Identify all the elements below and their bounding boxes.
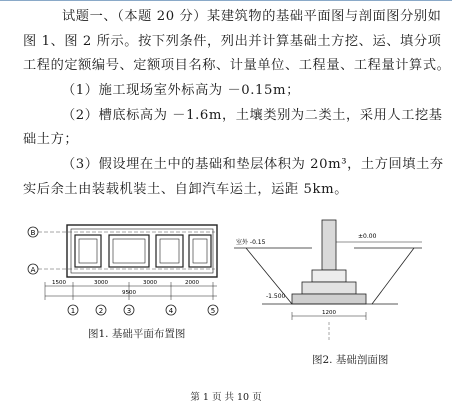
condition-3a: （3）假设埋在土中的基础和垫层体积为 20m³，土方回填土夯 [62, 157, 444, 172]
axis-num-2: 2 [98, 307, 104, 315]
axis-num-4: 4 [168, 307, 174, 315]
problem-line-3: 工程的定额编号、定额项目名称、计量单位、工程量、工程量计算式。 [23, 58, 451, 73]
dim-4: 2000 [185, 280, 199, 286]
condition-1: （1）施工现场室外标高为 －0.15m； [62, 83, 300, 98]
footing [302, 282, 356, 294]
dim-2: 3000 [94, 280, 108, 286]
condition-3b: 实后余土由装载机装土、自卸汽车运土，运距 5km。 [23, 182, 349, 197]
room-4 [189, 235, 211, 267]
axis-num-5: 5 [210, 307, 216, 315]
problem-title: 试题一、（本题 20 分）某建筑物的基础平面图与剖面图分别如 [62, 9, 442, 24]
dim-1: 1500 [52, 280, 66, 286]
figure-2-caption: 图2. 基础剖面图 [312, 354, 389, 366]
axis-label-a: A [30, 266, 36, 274]
figure-1-caption: 图1. 基础平面布置图 [88, 328, 186, 340]
foundation-section-figure [232, 218, 428, 350]
label-width: 1200 [322, 310, 336, 316]
room-2 [109, 235, 149, 267]
label-zero: ±0.00 [358, 233, 377, 240]
top-border [0, 0, 452, 1]
cushion [292, 294, 366, 304]
dim-3: 3000 [143, 280, 157, 286]
condition-2a: （2）槽底标高为 －1.6m，土壤类别为二类土，采用人工挖基 [62, 108, 443, 123]
axis-label-b: B [30, 229, 36, 237]
axis-num-1: 1 [70, 307, 76, 315]
wall [322, 220, 336, 270]
page-footer: 第 1 页 共 10 页 [190, 392, 262, 403]
label-bottom: -1.500 [266, 293, 286, 300]
condition-2b: 础土方； [23, 132, 79, 147]
axis-num-3: 3 [126, 307, 132, 315]
foundation-plan-figure [25, 222, 225, 322]
label-ground: 室外 -0.15 [236, 239, 266, 246]
problem-line-2: 图 1、图 2 所示。按下列条件，列出并计算基础土方挖、运、填分项 [23, 34, 442, 49]
dim-total: 9500 [122, 290, 136, 296]
outer-foundation-outline [67, 225, 217, 277]
